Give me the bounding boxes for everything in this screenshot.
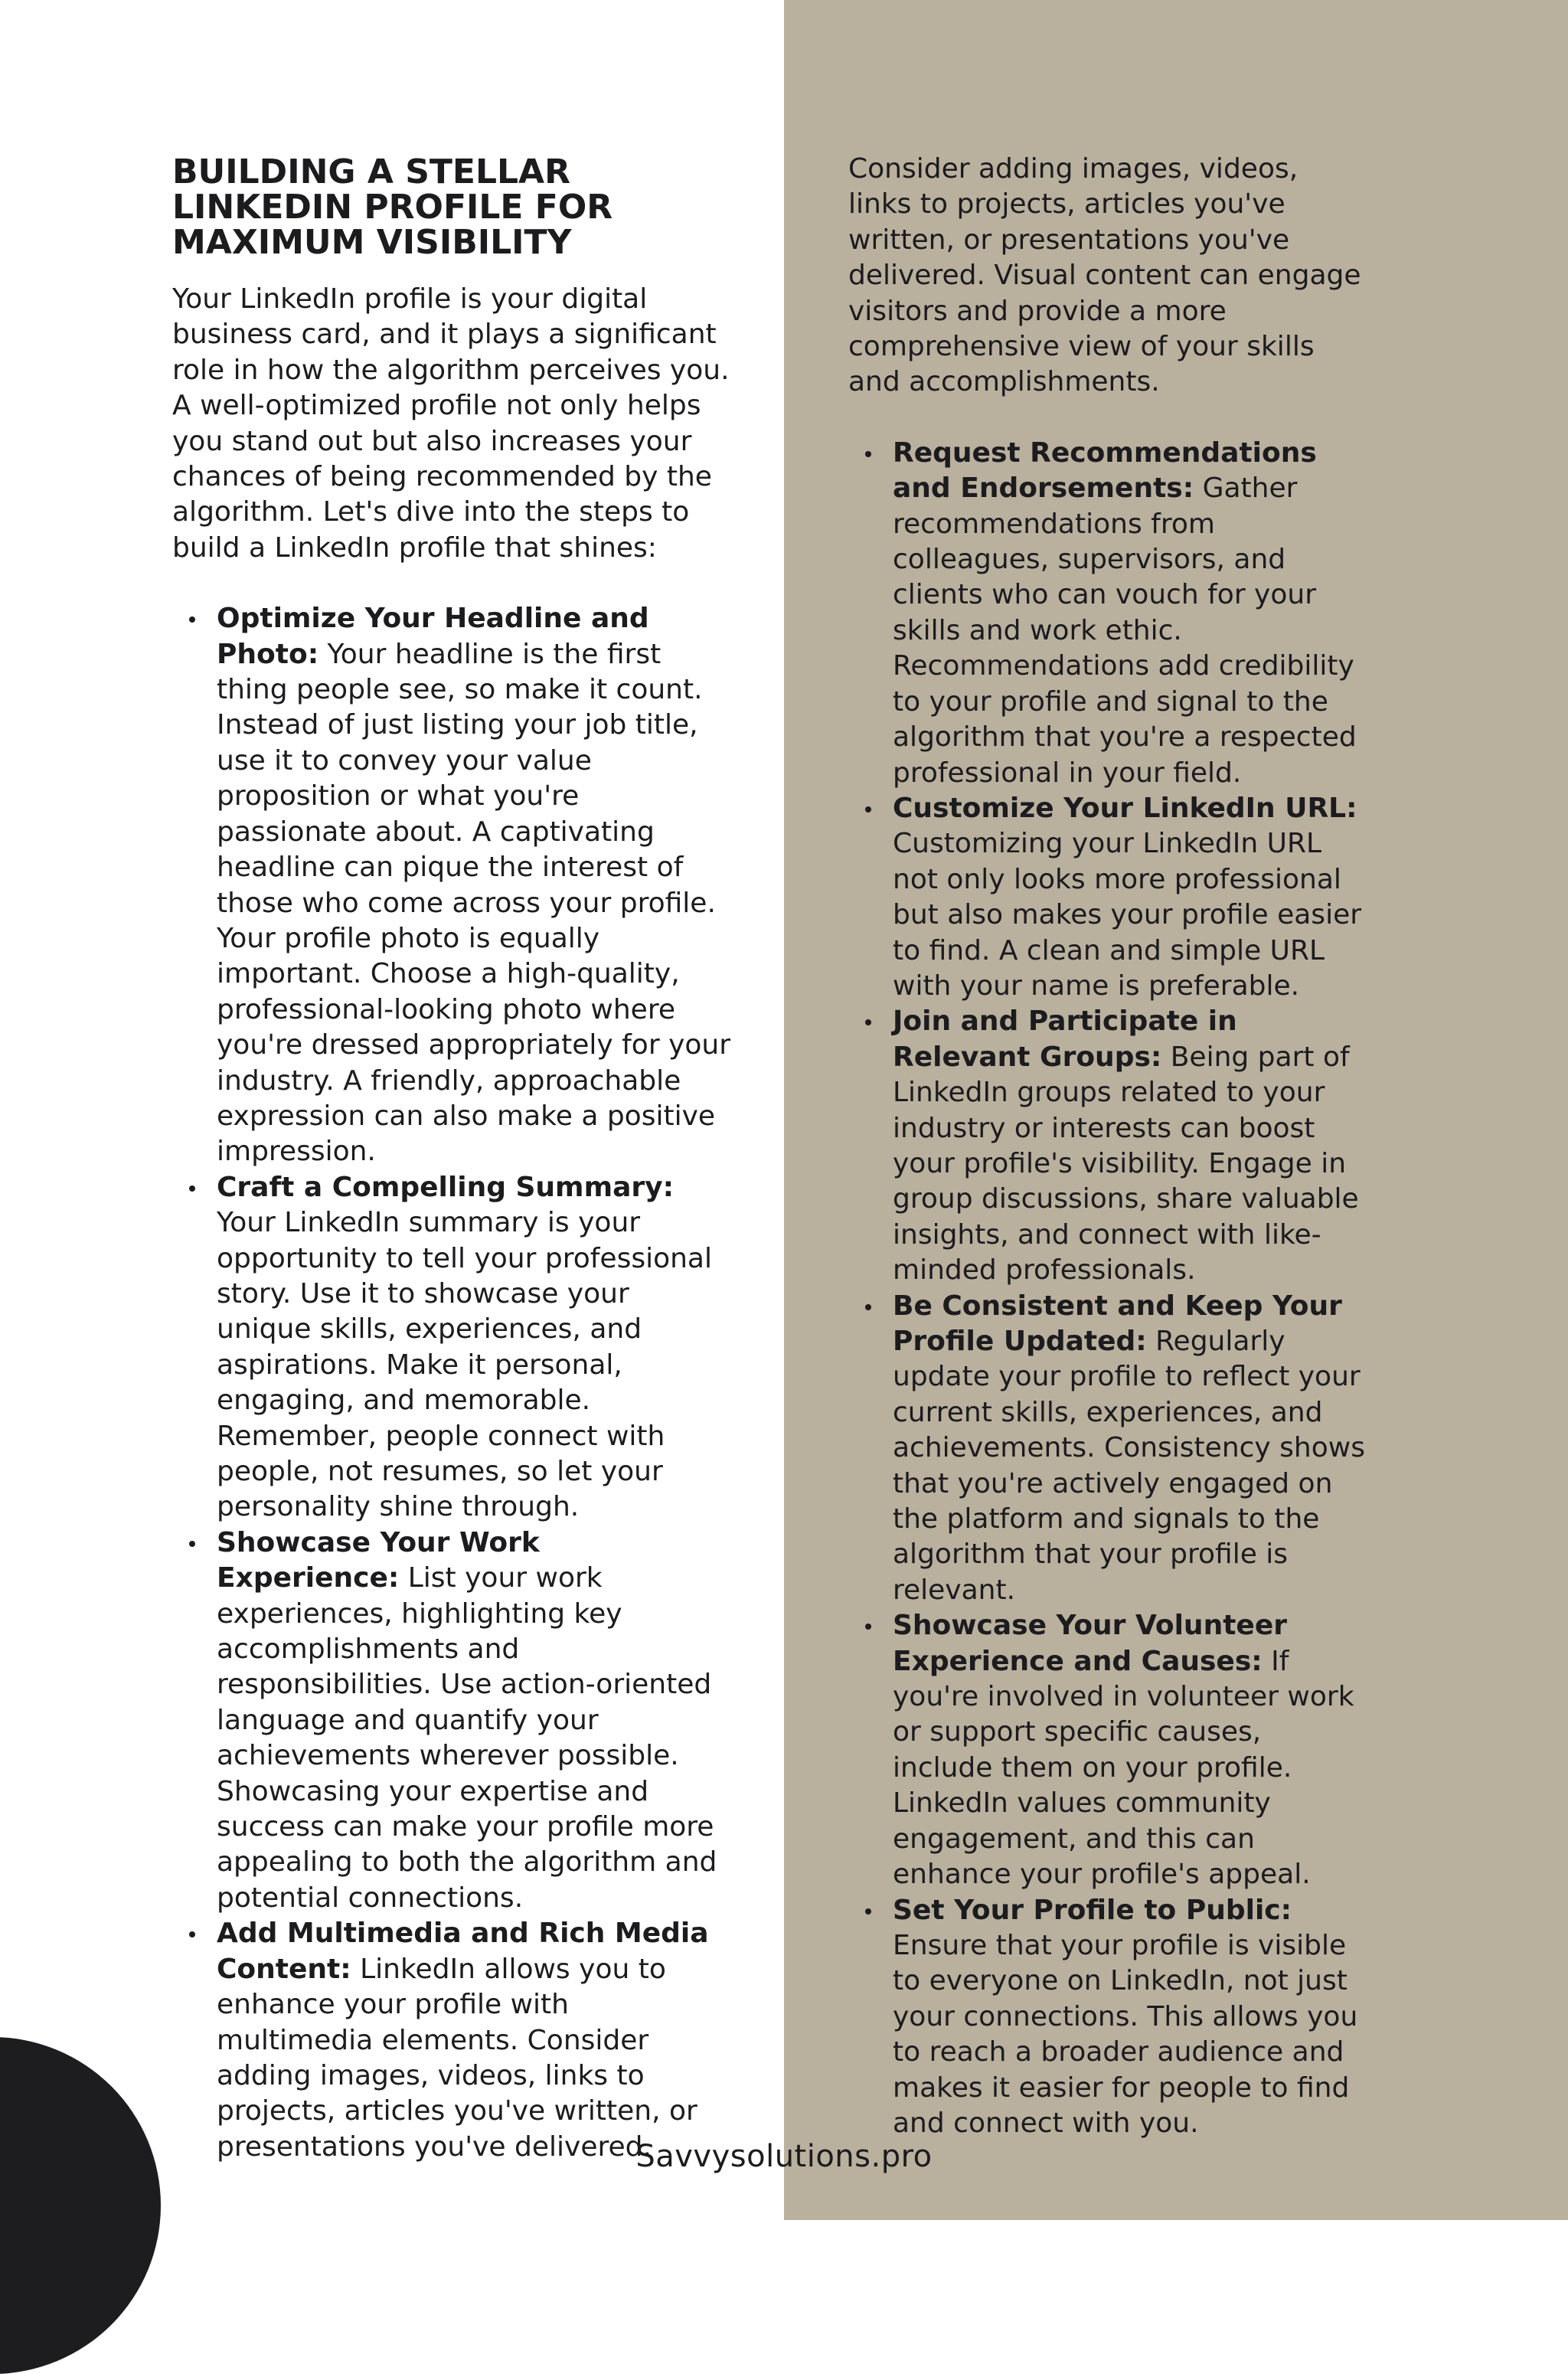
bullet-title: Craft a Compelling Summary: [217,1171,674,1203]
left-bullet-list [172,601,731,2165]
bullet-item-custom-url [893,791,1369,1004]
bullet-title: Showcase Your Work Experience: [217,1526,540,1594]
bullet-body: LinkedIn allows you to enhance your profile with multimedia elements. Consider adding images, videos, links to projects, articles you've written, or presentations you've delivered. [217,1953,697,2163]
bullet-title: Customize Your LinkedIn URL: [893,792,1357,824]
right-intro-paragraph: Consider adding images, videos, links to projects, articles you've written, or presentations you've delivered. Visual content can engage visitors and provide a more comprehensive view of your skills and accomplishments. [848,153,1361,398]
spacer [848,401,1369,436]
bullet-item-work-experience [217,1525,731,1916]
bullet-item-consistency [893,1289,1369,1609]
bullet-title: Add Multimedia and Rich Media Content: [217,1918,709,1985]
bullet-item-summary [217,1170,731,1525]
bullet-body: List your work experiences, highlighting key accomplishments and responsibilities. Use action-oriented language and quantify your achievements wherever possible. Showcasing your expertise and success can make your profile more appealing to both the algorithm and potential connections. [217,1562,717,1914]
bullet-item-recommendations [893,436,1369,791]
bullet-title: Join and Participate in Relevant Groups: [893,1006,1237,1073]
right-column [848,152,1369,2141]
bullet-item-volunteer [893,1608,1369,1892]
footer-website-link[interactable]: Savvysolutions.pro [635,2139,933,2174]
bullet-body: Gather recommendations from colleagues, supervisors, and clients who can vouch for your skills and work ethic. Recommendations add credibility to your profile and signal to the algorithm that you're a respected professional in your field. [893,473,1357,789]
left-column [172,152,731,2165]
bullet-body: Being part of LinkedIn groups related to your industry or interests can boost your profile's visibility. Engage in group discussions, share valuable insights, and connect with like-minded professionals. [893,1041,1359,1287]
bullet-body: Your headline is the first thing people see, so make it count. Instead of just listing your job title, use it to convey your value proposition or what you're passionate about. A captivating headline can pique the interest of those who come across your profile. Your profile photo is equally important. Choose a high-quality, professional-looking photo where you're dressed appropriately for your industry. A friendly, approachable expression can also make a positive impression. [217,638,731,1168]
bullet-body: Customizing your LinkedIn URL not only looks more professional but also makes your profile easier to find. A clean and simple URL with your name is preferable. [893,828,1362,1002]
bullet-item-groups [893,1004,1369,1288]
bullet-title: Be Consistent and Keep Your Profile Updated: [893,1290,1342,1357]
bullet-item-multimedia [217,1916,731,2165]
page-title: BUILDING A STELLAR LINKEDIN PROFILE FOR MAXIMUM VISIBILITY [172,152,613,262]
right-bullet-list [848,436,1369,2142]
bullet-title: Showcase Your Volunteer Experience and Causes: [893,1610,1287,1677]
bullet-body: Your LinkedIn summary is your opportunity to tell your professional story. Use it to showcase your unique skills, experiences, and aspirations. Make it personal, engaging, and memorable. Remember, people connect with people, not resumes, so let your personality shine through. [217,1207,712,1523]
bullet-body: If you're involved in volunteer work or support specific causes, include them on your profile. LinkedIn values community engagement, and this can enhance your profile's appeal. [893,1645,1354,1891]
bullet-body: Ensure that your profile is visible to everyone on LinkedIn, not just your connections. This allows you to reach a broader audience and makes it easier for people to find and connect with you. [893,1929,1358,2139]
bullet-item-headline-photo [217,601,731,1170]
bullet-item-public-profile [893,1893,1369,2142]
corner-circle-decoration [0,2037,161,2374]
bullet-body: Regularly update your profile to reflect your current skills, experiences, and achievements. Consistency shows that you're actively engaged on the platform and signals to the algorithm that your profile is relevant. [893,1326,1365,1606]
bullet-title: Optimize Your Headline and Photo: [217,603,649,670]
intro-paragraph: Your LinkedIn profile is your digital business card, and it plays a significant role in how the algorithm perceives you. A well-optimized profile not only helps you stand out but also increases your chances of being recommended by the algorithm. Let's dive into the steps to build a LinkedIn profile that shines: [172,283,730,564]
bullet-title: Request Recommendations and Endorsements: [893,437,1317,505]
bullet-title: Set Your Profile to Public: [893,1894,1292,1926]
spacer [172,566,731,601]
